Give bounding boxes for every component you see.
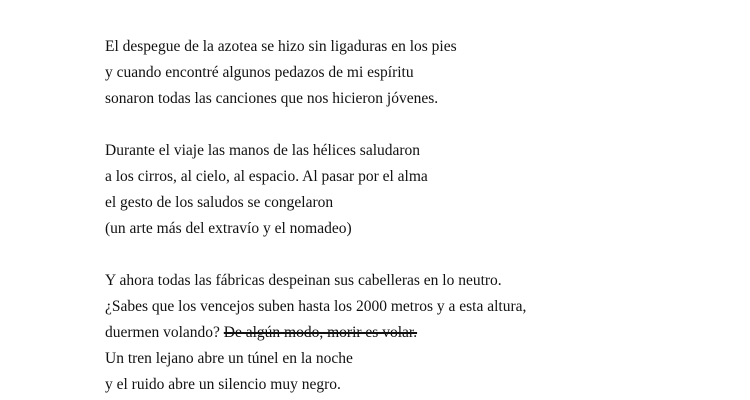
stanza-1	[105, 34, 526, 112]
stanza-3	[105, 268, 526, 398]
poem-line: El despegue de la azotea se hizo sin ligaduras en los pies	[105, 38, 457, 55]
poem-line: Un tren lejano abre un túnel en la noche	[105, 350, 353, 367]
poem-line: ¿Sabes que los vencejos suben hasta los 2000 metros y a esta altura,	[105, 298, 527, 315]
struck-through-text: De algún modo, morir es volar.	[223, 324, 418, 341]
poem-line: sonaron todas las canciones que nos hicieron jóvenes.	[105, 90, 439, 107]
poem-line: y el ruido abre un silencio muy negro.	[105, 376, 341, 393]
poem-line: a los cirros, al cielo, al espacio. Al pasar por el alma	[105, 168, 428, 185]
poem-line: (un arte más del extravío y el nomadeo)	[105, 220, 352, 237]
poem-line: Durante el viaje las manos de las hélices saludaron	[105, 142, 421, 159]
cropped-previous-line	[100, 0, 540, 4]
poem-line-text: duermen volando?	[105, 324, 220, 341]
poem-body	[105, 34, 526, 398]
poem-line: y cuando encontré algunos pedazos de mi espíritu	[105, 64, 414, 81]
stanza-2	[105, 138, 526, 242]
poem-line: Y ahora todas las fábricas despeinan sus cabelleras en lo neutro.	[105, 272, 502, 289]
poem-line	[105, 320, 526, 346]
poem-line: el gesto de los saludos se congelaron	[105, 194, 334, 211]
